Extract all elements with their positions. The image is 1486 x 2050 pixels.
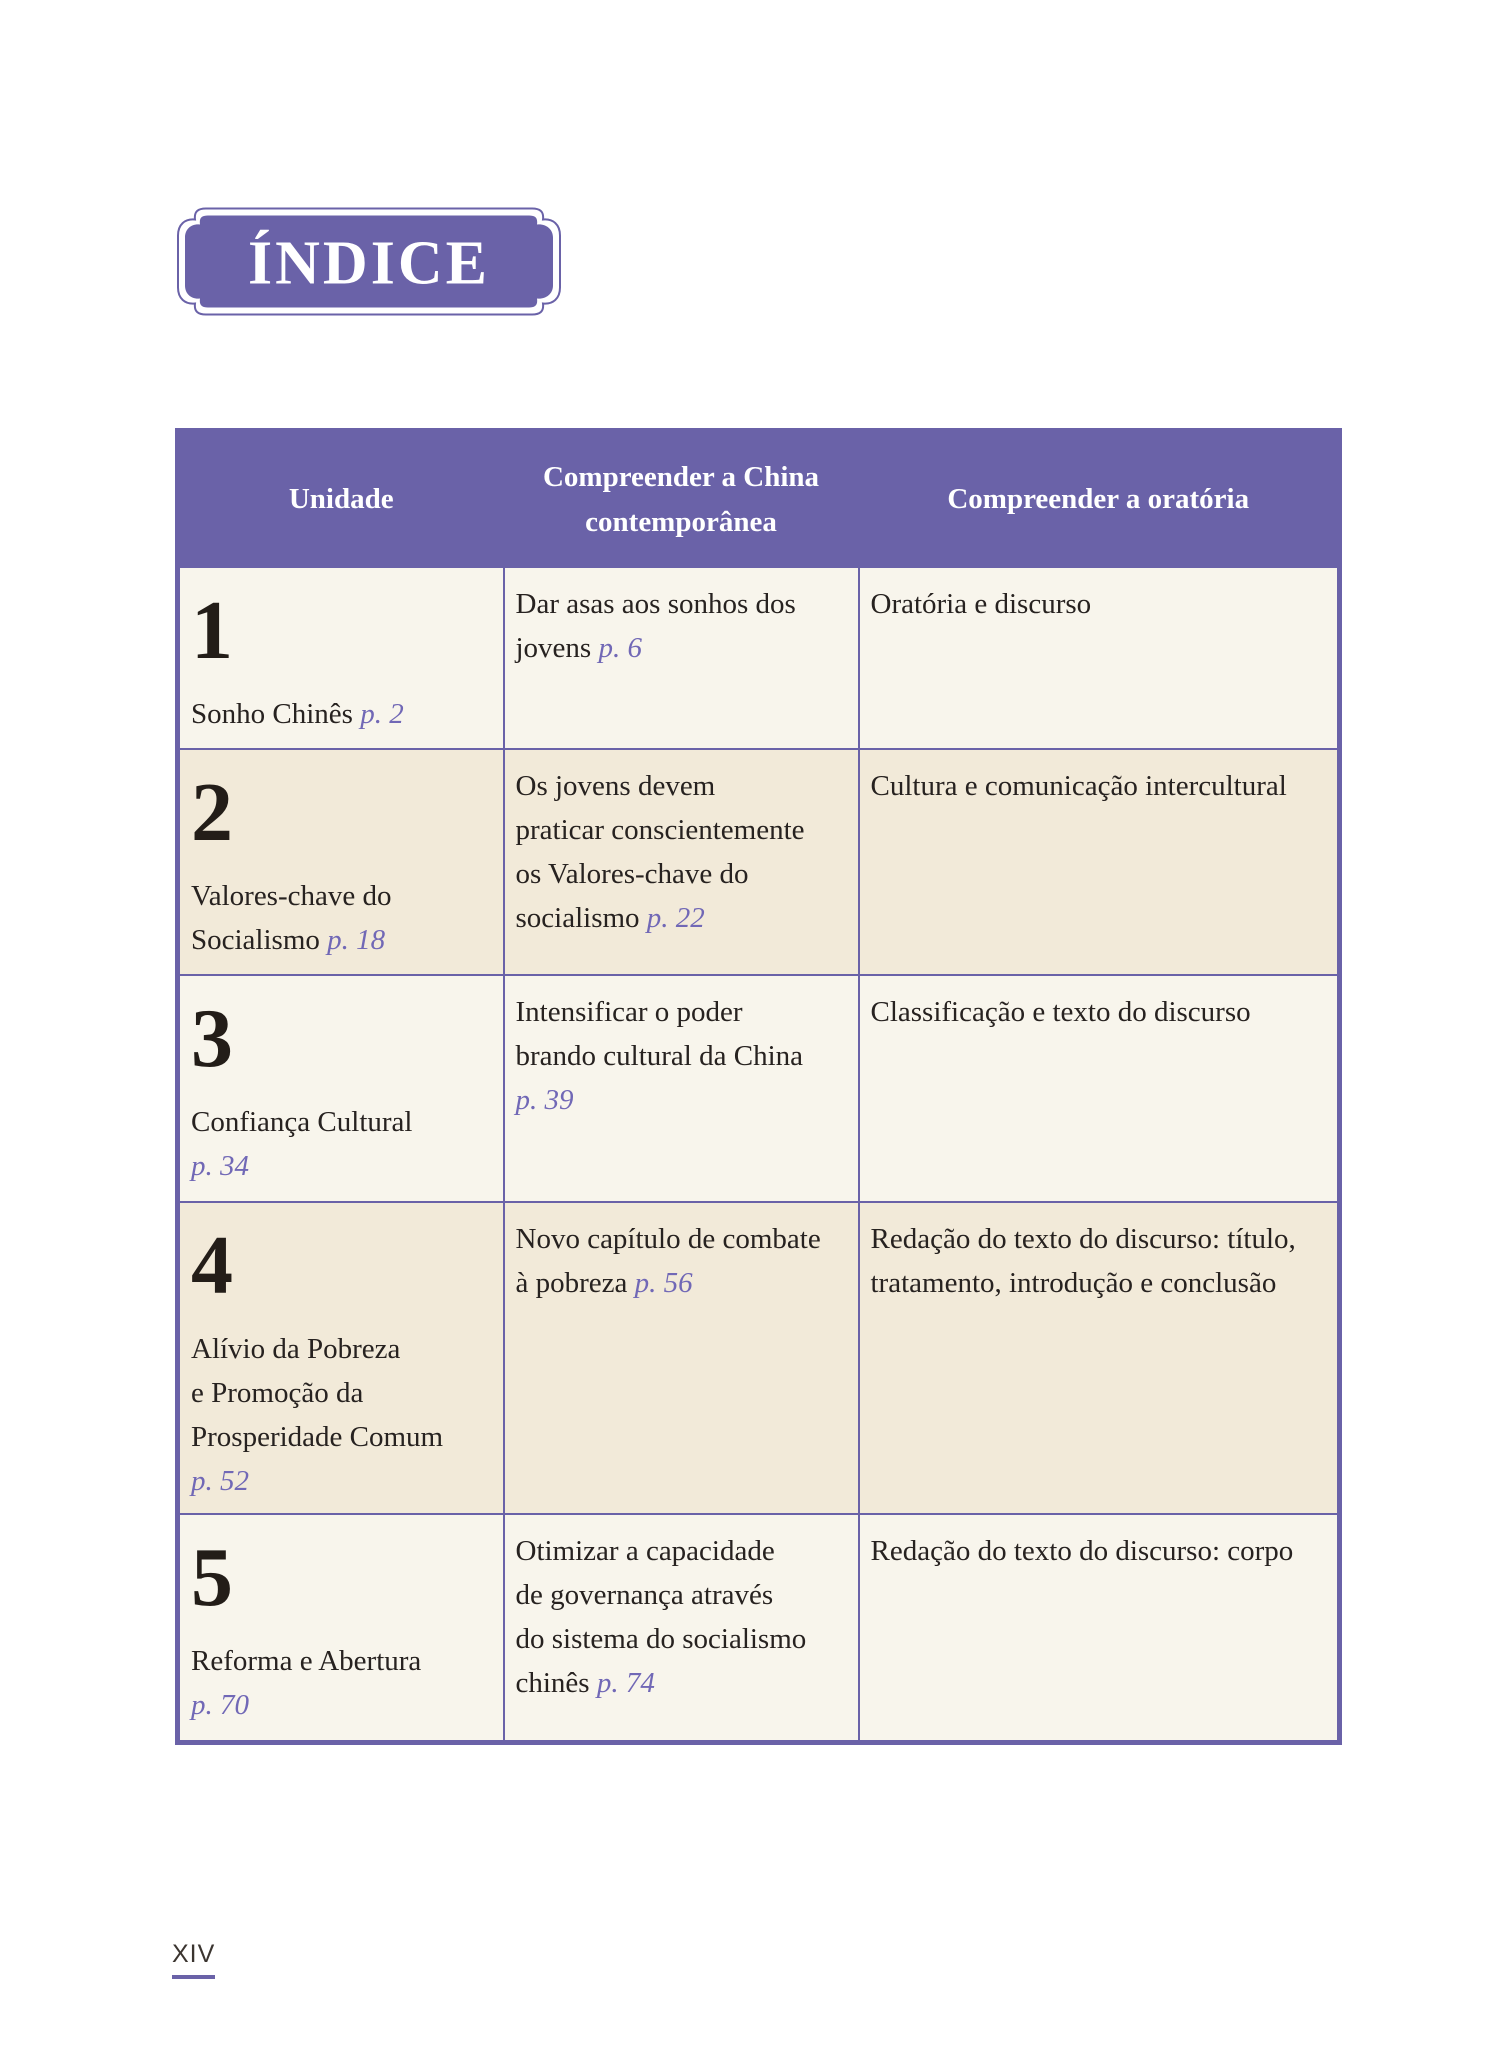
china-topic-cell: Novo capítulo de combate à pobreza p. 56 (504, 1202, 859, 1514)
unit-number: 5 (191, 1531, 233, 1624)
table-row-unit-2 (178, 749, 1340, 975)
unit-cell: 5 Reforma e Abertura p. 70 (178, 1514, 504, 1743)
header-compreender-china: Compreender a China contemporânea (504, 431, 859, 568)
table-row-unit-5 (178, 1514, 1340, 1743)
page-ref: p. 74 (596, 1667, 655, 1699)
china-topic-cell: Os jovens devem praticar conscientemente os Valores-chave do socialismo p. 22 (504, 749, 859, 975)
table-row-unit-3 (178, 975, 1340, 1202)
unit-cell: 3 Confiança Cultural p. 34 (178, 975, 504, 1202)
unit-number: 3 (191, 992, 233, 1085)
page-ref: p. 56 (634, 1267, 693, 1299)
unit-cell: 4 Alívio da Pobreza e Promoção da Prosperidade Comum p. 52 (178, 1202, 504, 1514)
unit-number: 2 (191, 766, 233, 859)
toc-header-row (178, 431, 1340, 568)
unit-number: 4 (191, 1219, 233, 1312)
toc-table-wrap (175, 428, 1342, 1745)
folio-page-number: XIV (172, 1940, 215, 1979)
header-unidade: Unidade (178, 431, 504, 568)
page-ref: p. 6 (598, 632, 642, 664)
index-title-badge (176, 206, 562, 317)
china-topic-cell: Otimizar a capacidade de governança através do sistema do socialismo chinês p. 74 (504, 1514, 859, 1743)
page-ref: p. 34 (191, 1149, 249, 1182)
oratoria-topic-cell: Classificação e texto do discurso (859, 975, 1340, 1202)
page-ref: p. 22 (646, 902, 705, 934)
page-ref: p. 39 (515, 1084, 574, 1116)
page-ref: p. 18 (327, 923, 386, 956)
plaque-shape (176, 206, 562, 317)
unit-title-line: Sonho Chinês p. 2 (191, 697, 404, 730)
page-title: ÍNDICE (248, 229, 490, 298)
oratoria-topic-cell: Oratória e discurso (859, 567, 1340, 749)
china-topic-cell: Dar asas aos sonhos dos jovens p. 6 (504, 567, 859, 749)
unit-number: 1 (191, 584, 233, 677)
page-ref: p. 70 (191, 1688, 249, 1721)
table-row-unit-1 (178, 567, 1340, 749)
unit-cell (178, 567, 504, 749)
unit-cell: 2 Valores-chave do Socialismo p. 18 (178, 749, 504, 975)
oratoria-topic-cell: Redação do texto do discurso: título, tratamento, introdução e conclusão (859, 1202, 1340, 1514)
oratoria-topic-cell: Redação do texto do discurso: corpo (859, 1514, 1340, 1743)
toc-table (175, 428, 1342, 1745)
header-compreender-oratoria: Compreender a oratória (859, 431, 1340, 568)
china-topic-cell: Intensificar o poder brando cultural da China p. 39 (504, 975, 859, 1202)
page-ref: p. 52 (191, 1464, 249, 1497)
page-ref: p. 2 (360, 697, 404, 730)
oratoria-topic-cell: Cultura e comunicação intercultural (859, 749, 1340, 975)
table-row-unit-4 (178, 1202, 1340, 1514)
